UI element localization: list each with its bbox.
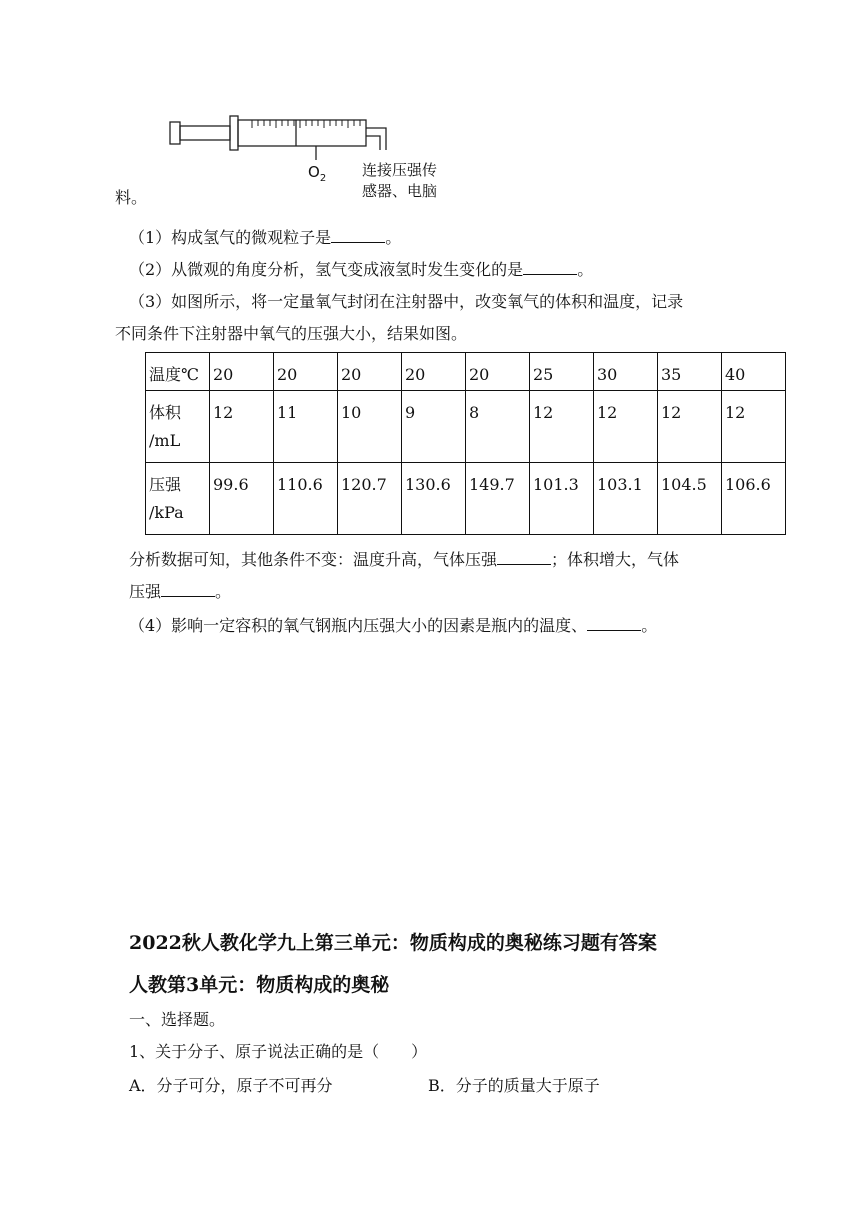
table-row xyxy=(146,353,786,391)
table-cell: 120.7 xyxy=(338,463,402,535)
material-end: 料。 xyxy=(115,188,148,207)
tube-outer xyxy=(366,128,386,150)
tube-inner xyxy=(366,136,380,150)
table-cell: 20 xyxy=(402,353,466,391)
table-cell: 101.3 xyxy=(530,463,594,535)
table-header-text: /mL xyxy=(149,431,181,450)
question-2 xyxy=(129,260,593,280)
table-header-text: 温度℃ xyxy=(149,365,199,384)
question-3-line1: （3）如图所示，将一定量氧气封闭在注射器中，改变氧气的体积和温度，记录 xyxy=(129,292,684,311)
table-header-text: 体积 xyxy=(149,403,182,422)
analysis-text-c: 压强 xyxy=(129,582,162,601)
answer-blank xyxy=(587,616,641,631)
syringe-barrel xyxy=(238,120,366,146)
question-1 xyxy=(129,228,401,248)
table-cell: 30 xyxy=(594,353,658,391)
table-cell: 8 xyxy=(466,391,530,463)
table-cell: 40 xyxy=(722,353,786,391)
connect-label-line2: 感器、电脑 xyxy=(362,182,438,200)
syringe-flange xyxy=(230,116,238,150)
table-cell: 9 xyxy=(402,391,466,463)
plunger-rod xyxy=(180,126,230,140)
analysis-line1 xyxy=(129,550,679,570)
table-cell: 20 xyxy=(466,353,530,391)
table-row xyxy=(146,463,786,535)
question-4-end: 。 xyxy=(641,616,658,635)
answer-blank xyxy=(161,582,215,597)
table-cell: 110.6 xyxy=(274,463,338,535)
answer-blank xyxy=(331,228,385,243)
question-1-end: 。 xyxy=(385,228,402,247)
table-cell: 35 xyxy=(658,353,722,391)
table-cell: 103.1 xyxy=(594,463,658,535)
table-cell: 149.7 xyxy=(466,463,530,535)
table-cell: 12 xyxy=(210,391,274,463)
analysis-text-b: ；体积增大，气体 xyxy=(551,550,680,569)
unit-title: 人教第3单元：物质构成的奥秘 xyxy=(129,974,390,996)
part-heading: 一、选择题。 xyxy=(129,1010,226,1029)
table-cell: 20 xyxy=(210,353,274,391)
table-cell: 20 xyxy=(274,353,338,391)
analysis-line2 xyxy=(129,582,231,602)
table-header-text: 压强 xyxy=(149,475,182,494)
question-1-stem: 1、关于分子、原子说法正确的是（ ） xyxy=(129,1042,428,1061)
question-2-text: （2）从微观的角度分析，氢气变成液氢时发生变化的是 xyxy=(129,260,524,279)
question-3-line2: 不同条件下注射器中氧气的压强大小，结果如图。 xyxy=(115,324,468,343)
table-cell: 20 xyxy=(338,353,402,391)
table-cell: 12 xyxy=(594,391,658,463)
table-cell: 104.5 xyxy=(658,463,722,535)
question-4-text: （4）影响一定容积的氧气钢瓶内压强大小的因素是瓶内的温度、 xyxy=(129,616,588,635)
data-table xyxy=(145,352,786,535)
table-row-header xyxy=(146,391,210,463)
answer-blank xyxy=(523,260,577,275)
table-cell: 106.6 xyxy=(722,463,786,535)
table-cell: 25 xyxy=(530,353,594,391)
option-b: B．分子的质量大于原子 xyxy=(428,1076,600,1095)
connect-label-line1: 连接压强传 xyxy=(362,161,438,179)
table-row-header xyxy=(146,353,210,391)
question-2-end: 。 xyxy=(577,260,594,279)
answer-blank xyxy=(497,550,551,565)
table-cell: 99.6 xyxy=(210,463,274,535)
option-a: A．分子可分，原子不可再分 xyxy=(129,1076,333,1095)
analysis-text-a: 分析数据可知，其他条件不变：温度升高，气体压强 xyxy=(129,550,498,569)
table-cell: 12 xyxy=(530,391,594,463)
analysis-text-d: 。 xyxy=(215,582,232,601)
table-cell: 130.6 xyxy=(402,463,466,535)
table-cell: 11 xyxy=(274,391,338,463)
table-cell: 10 xyxy=(338,391,402,463)
section-title: 2022秋人教化学九上第三单元：物质构成的奥秘练习题有答案 xyxy=(129,932,657,954)
table-row-header xyxy=(146,463,210,535)
table-header-text: /kPa xyxy=(149,503,184,522)
o2-label: $O_2$ xyxy=(308,163,327,184)
table-cell: 12 xyxy=(722,391,786,463)
question-4 xyxy=(129,616,657,636)
table-cell: 12 xyxy=(658,391,722,463)
plunger-cap xyxy=(170,122,180,144)
question-1-text: （1）构成氢气的微观粒子是 xyxy=(129,228,332,247)
table-row xyxy=(146,391,786,463)
